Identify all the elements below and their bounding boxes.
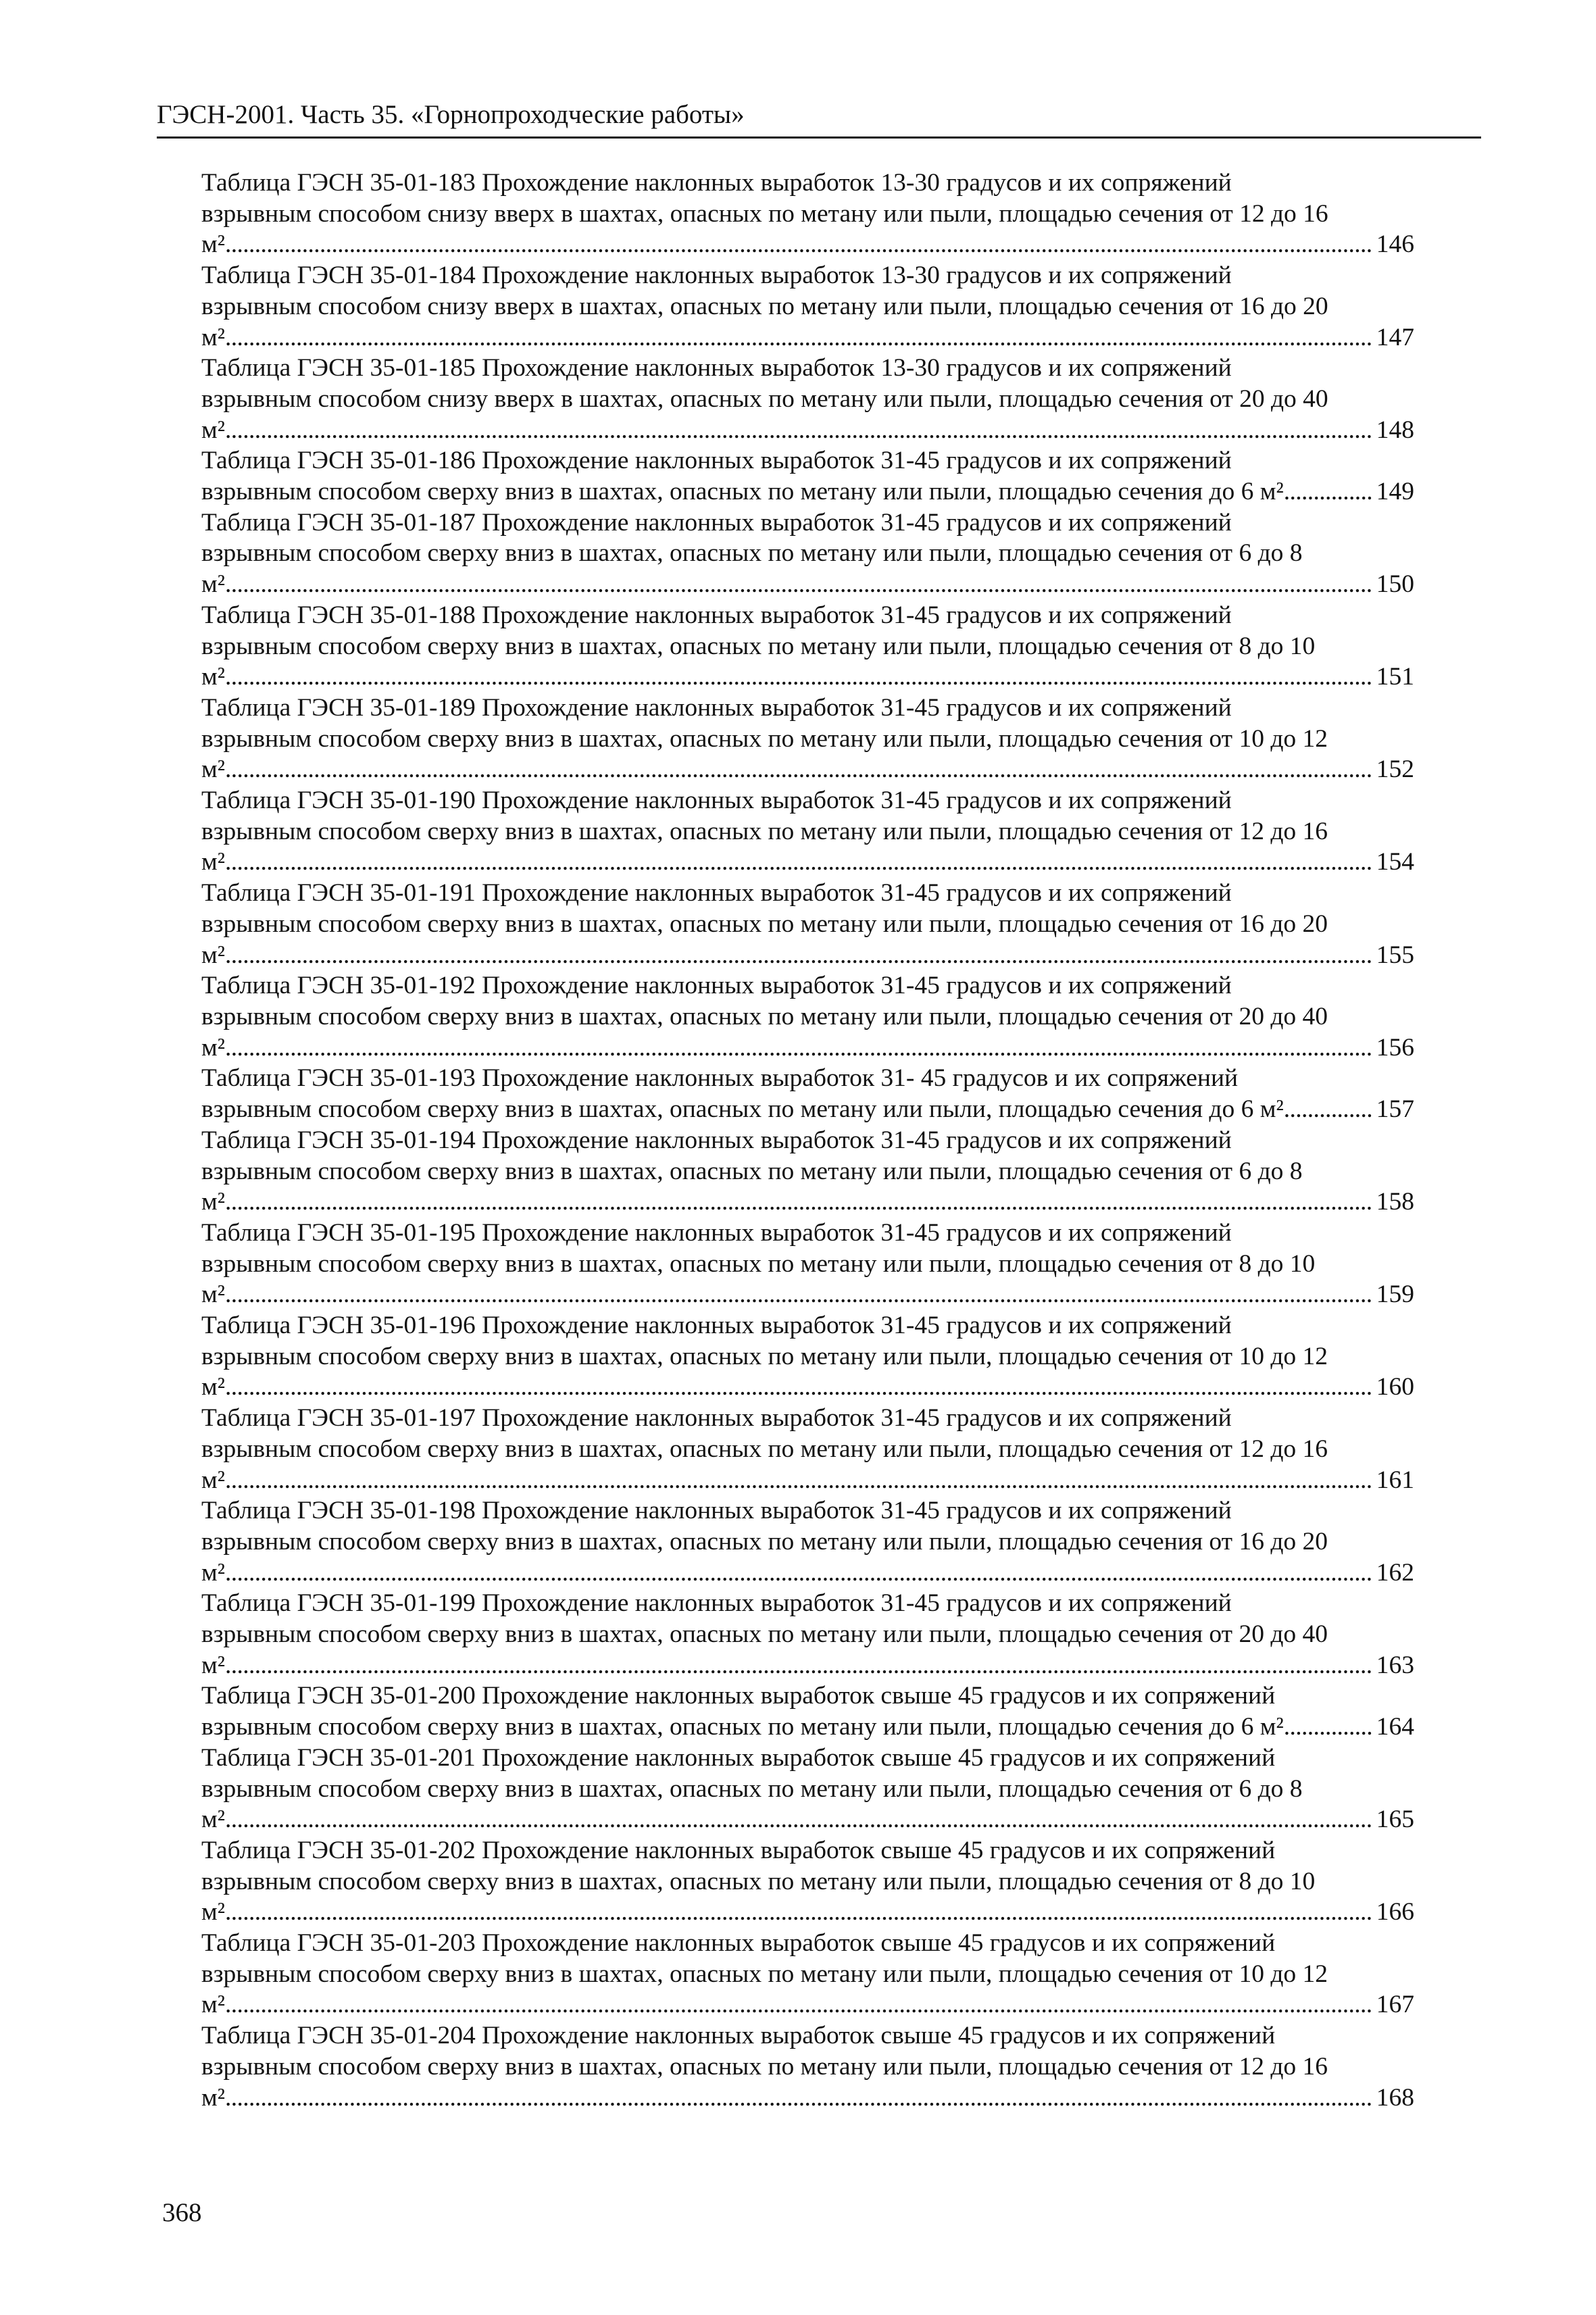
toc-page-number: 150: [1376, 570, 1414, 599]
toc-entry-last-line: [201, 1279, 1414, 1310]
dot-leader: [225, 1804, 1374, 1835]
dot-leader: [225, 1032, 1374, 1064]
toc-entry-text: м²: [201, 941, 225, 969]
toc-page-number: 163: [1376, 1651, 1414, 1679]
toc-page-number: 152: [1376, 755, 1414, 784]
toc-entry-text: взрывным способом сверху вниз в шахтах, опасных по метану или пыли, площадью сечения от 10 до 12: [201, 1342, 1328, 1370]
toc-entry[interactable]: [201, 1681, 1414, 1742]
dot-leader: [1284, 476, 1374, 507]
toc-entry-text: взрывным способом сверху вниз в шахтах, опасных по метану или пыли, площадью сечения от 10 до 12: [201, 724, 1328, 753]
toc-entry-last-line: [201, 569, 1414, 600]
toc-entry-text: м²: [201, 1033, 225, 1062]
toc-page-number: 168: [1376, 2083, 1414, 2112]
toc-page-number: 156: [1376, 1033, 1414, 1062]
toc-entry-text: Таблица ГЭСН 35-01-192 Прохождение наклонных выработок 31-45 градусов и их сопряжений: [201, 972, 1232, 1000]
dot-leader: [225, 754, 1374, 785]
toc-entry-text: м²: [201, 1373, 225, 1401]
toc-entry-text: м²: [201, 416, 225, 444]
toc-page-number: 167: [1376, 1991, 1414, 2019]
toc-page-number: 164: [1376, 1713, 1414, 1741]
toc-entry-text: Таблица ГЭСН 35-01-190 Прохождение наклонных выработок 31-45 градусов и их сопряжений: [201, 787, 1232, 815]
toc-entry-last-line: [201, 1187, 1414, 1218]
toc-page-number: 158: [1376, 1188, 1414, 1216]
toc-page-number: 146: [1376, 230, 1414, 259]
toc-entry-text: взрывным способом сверху вниз в шахтах, опасных по метану или пыли, площадью сечения от 8 до 10: [201, 1867, 1316, 1895]
toc-entry-text: м²: [201, 1806, 225, 1834]
toc-entry[interactable]: [201, 353, 1414, 445]
toc-entry-last-line: [201, 1094, 1414, 1125]
toc-entry-text: м²: [201, 1991, 225, 2019]
toc-entry-text: взрывным способом сверху вниз в шахтах, опасных по метану или пыли, площадью сечения от 8 до 10: [201, 632, 1316, 660]
toc-entry[interactable]: [201, 2020, 1414, 2113]
toc-entry[interactable]: [201, 1403, 1414, 1495]
toc-entry-last-line: [201, 1558, 1414, 1589]
toc-entry[interactable]: [201, 785, 1414, 878]
toc-entry-text: Таблица ГЭСН 35-01-201 Прохождение наклонных выработок свыше 45 градусов и их сопряжений: [201, 1743, 1276, 1772]
dot-leader: [1284, 1094, 1374, 1125]
toc-entry-text: взрывным способом сверху вниз в шахтах, опасных по метану или пыли, площадью сечения от 20 до 40: [201, 1620, 1328, 1649]
toc-entry-text: м²: [201, 2083, 225, 2112]
toc-entry[interactable]: [201, 1928, 1414, 2020]
toc-page-number: 151: [1376, 663, 1414, 691]
dot-leader: [225, 1650, 1374, 1681]
toc-page-number: 157: [1376, 1095, 1414, 1124]
toc-entry-last-line: [201, 1032, 1414, 1064]
toc-entry-text: взрывным способом сверху вниз в шахтах, опасных по метану или пыли, площадью сечения от 6 до 8: [201, 539, 1303, 568]
toc-entry-text: Таблица ГЭСН 35-01-196 Прохождение наклонных выработок 31-45 градусов и их сопряжений: [201, 1312, 1232, 1340]
toc-entry-text: Таблица ГЭСН 35-01-187 Прохождение наклонных выработок 31-45 градусов и их сопряжений: [201, 508, 1232, 537]
toc-entry[interactable]: [201, 445, 1414, 507]
toc-entry-text: Таблица ГЭСН 35-01-202 Прохождение наклонных выработок свыше 45 градусов и их сопряжений: [201, 1836, 1276, 1864]
toc-entry-text: Таблица ГЭСН 35-01-183 Прохождение наклонных выработок 13-30 градусов и их сопряжений: [201, 169, 1232, 197]
toc-entry[interactable]: [201, 260, 1414, 353]
toc-entry-text: взрывным способом сверху вниз в шахтах, опасных по метану или пыли, площадью сечения от 6 до 8: [201, 1774, 1303, 1803]
toc-entry-text: Таблица ГЭСН 35-01-186 Прохождение наклонных выработок 31-45 градусов и их сопряжений: [201, 447, 1232, 475]
toc-entry[interactable]: [201, 1310, 1414, 1403]
toc-entry[interactable]: [201, 1588, 1414, 1681]
toc-entry-text: взрывным способом сверху вниз в шахтах, опасных по метану или пыли, площадью сечения от 12 до 16: [201, 1435, 1328, 1463]
toc-entry[interactable]: [201, 507, 1414, 600]
toc-entry-last-line: [201, 1804, 1414, 1835]
toc-entry-text: взрывным способом сверху вниз в шахтах, опасных по метану или пыли, площадью сечения от 8 до 10: [201, 1249, 1316, 1278]
toc-entry-last-line: [201, 1989, 1414, 2020]
toc-entry[interactable]: [201, 168, 1414, 260]
toc-entry-text: Таблица ГЭСН 35-01-184 Прохождение наклонных выработок 13-30 градусов и их сопряжений: [201, 262, 1232, 290]
toc-entry-text: взрывным способом сверху вниз в шахтах, опасных по метану или пыли, площадью сечения от 12 до 16: [201, 2052, 1328, 2081]
toc-entry-text: взрывным способом сверху вниз в шахтах, опасных по метану или пыли, площадью сечения от 10 до 12: [201, 1960, 1328, 1988]
toc-entry[interactable]: [201, 970, 1414, 1063]
toc-entry-last-line: [201, 940, 1414, 971]
toc-entry[interactable]: [201, 878, 1414, 970]
toc-entry-text: м²: [201, 570, 225, 599]
toc-entry-last-line: [201, 754, 1414, 785]
toc-page-number: 148: [1376, 416, 1414, 444]
toc-page-number: 162: [1376, 1558, 1414, 1587]
toc-page-number: 161: [1376, 1466, 1414, 1494]
toc-entry[interactable]: [201, 1218, 1414, 1310]
toc-entry-last-line: [201, 1465, 1414, 1496]
toc-page-number: 165: [1376, 1806, 1414, 1834]
toc-entry-text: м²: [201, 755, 225, 784]
dot-leader: [225, 1372, 1374, 1403]
dot-leader: [225, 1897, 1374, 1928]
toc-entry-text: взрывным способом снизу вверх в шахтах, опасных по метану или пыли, площадью сечения от 12 до 16: [201, 199, 1328, 228]
toc-entry-text: взрывным способом сверху вниз в шахтах, опасных по метану или пыли, площадью сечения от 20 до 40: [201, 1002, 1328, 1030]
toc-entry-text: Таблица ГЭСН 35-01-185 Прохождение наклонных выработок 13-30 градусов и их сопряжений: [201, 354, 1232, 382]
toc-entry-text: м²: [201, 663, 225, 691]
toc-entry[interactable]: [201, 1063, 1414, 1124]
toc-entry[interactable]: [201, 1125, 1414, 1218]
dot-leader: [225, 1989, 1374, 2020]
page-number: 368: [162, 2198, 202, 2227]
toc-entry-text: Таблица ГЭСН 35-01-194 Прохождение наклонных выработок 31-45 градусов и их сопряжений: [201, 1126, 1232, 1154]
toc-entry-text: Таблица ГЭСН 35-01-198 Прохождение наклонных выработок 31-45 градусов и их сопряжений: [201, 1497, 1232, 1525]
toc-page-number: 147: [1376, 323, 1414, 351]
toc-entry-text: м²: [201, 1558, 225, 1587]
toc-entry[interactable]: [201, 693, 1414, 785]
dot-leader: [225, 1558, 1374, 1589]
dot-leader: [225, 229, 1374, 260]
toc-entry-text: Таблица ГЭСН 35-01-188 Прохождение наклонных выработок 31-45 градусов и их сопряжений: [201, 601, 1232, 629]
toc-page-number: 155: [1376, 941, 1414, 969]
toc-entry-text: м²: [201, 1466, 225, 1494]
toc-entry-last-line: [201, 1712, 1414, 1743]
toc-entry[interactable]: [201, 1743, 1414, 1835]
toc-entry-last-line: [201, 2083, 1414, 2114]
toc-entry-text: Таблица ГЭСН 35-01-189 Прохождение наклонных выработок 31-45 градусов и их сопряжений: [201, 693, 1232, 722]
toc-entry-text: м²: [201, 323, 225, 351]
dot-leader: [225, 1279, 1374, 1310]
toc-page-number: 149: [1376, 478, 1414, 506]
toc-entry-text: Таблица ГЭСН 35-01-193 Прохождение наклонных выработок 31- 45 градусов и их сопряжений: [201, 1064, 1239, 1093]
toc-entry-text: взрывным способом сверху вниз в шахтах, опасных по метану или пыли, площадью сечения от 16 до 20: [201, 910, 1328, 938]
dot-leader: [225, 2083, 1374, 2114]
toc-entry-text: Таблица ГЭСН 35-01-199 Прохождение наклонных выработок 31-45 градусов и их сопряжений: [201, 1589, 1232, 1618]
dot-leader: [225, 322, 1374, 353]
dot-leader: [1284, 1712, 1374, 1743]
toc-entry-text: Таблица ГЭСН 35-01-200 Прохождение наклонных выработок свыше 45 градусов и их сопряжений: [201, 1682, 1276, 1710]
toc-entry-last-line: [201, 476, 1414, 507]
toc-entry[interactable]: [201, 600, 1414, 693]
dot-leader: [225, 662, 1374, 693]
toc-entry-last-line: [201, 1372, 1414, 1403]
toc-entry-last-line: [201, 1650, 1414, 1681]
toc-entry-last-line: [201, 1897, 1414, 1928]
dot-leader: [225, 415, 1374, 446]
toc-entry-text: взрывным способом снизу вверх в шахтах, опасных по метану или пыли, площадью сечения от 16 до 20: [201, 292, 1328, 320]
toc-entry-text: м²: [201, 1651, 225, 1679]
toc-entry[interactable]: [201, 1835, 1414, 1928]
toc-entry-text: Таблица ГЭСН 35-01-197 Прохождение наклонных выработок 31-45 градусов и их сопряжений: [201, 1404, 1232, 1433]
toc-entry[interactable]: [201, 1495, 1414, 1588]
toc-entry-text: взрывным способом сверху вниз в шахтах, опасных по метану или пыли, площадью сечения от 6 до 8: [201, 1157, 1303, 1185]
toc-entry-last-line: [201, 662, 1414, 693]
toc-entry-text: взрывным способом сверху вниз в шахтах, опасных по метану или пыли, площадью сечения от 12 до 16: [201, 817, 1328, 845]
toc-entry-last-line: [201, 847, 1414, 878]
toc-entry-text: м²: [201, 1898, 225, 1926]
toc-entry-text: Таблица ГЭСН 35-01-203 Прохождение наклонных выработок свыше 45 градусов и их сопряжений: [201, 1929, 1276, 1958]
dot-leader: [225, 847, 1374, 878]
toc-entry-text: м²: [201, 848, 225, 876]
toc-page-number: 166: [1376, 1898, 1414, 1926]
toc-entry-text: взрывным способом сверху вниз в шахтах, опасных по метану или пыли, площадью сечения до 6 м²: [201, 1095, 1284, 1124]
dot-leader: [225, 940, 1374, 971]
toc-entry-text: м²: [201, 1280, 225, 1309]
toc-entry-text: взрывным способом сверху вниз в шахтах, опасных по метану или пыли, площадью сечения до 6 м²: [201, 1713, 1284, 1741]
toc-entry-text: м²: [201, 1188, 225, 1216]
toc-entry-text: Таблица ГЭСН 35-01-195 Прохождение наклонных выработок 31-45 градусов и их сопряжений: [201, 1218, 1232, 1247]
toc-entry-text: взрывным способом сверху вниз в шахтах, опасных по метану или пыли, площадью сечения от 16 до 20: [201, 1527, 1328, 1555]
toc-entry-text: Таблица ГЭСН 35-01-204 Прохождение наклонных выработок свыше 45 градусов и их сопряжений: [201, 2022, 1276, 2050]
toc-entry-last-line: [201, 415, 1414, 446]
running-header: ГЭСН-2001. Часть 35. «Горнопроходческие работы»: [157, 93, 1481, 139]
toc-page-number: 160: [1376, 1373, 1414, 1401]
toc-entry-text: взрывным способом снизу вверх в шахтах, опасных по метану или пыли, площадью сечения от 20 до 40: [201, 384, 1328, 413]
toc-entry-text: взрывным способом сверху вниз в шахтах, опасных по метану или пыли, площадью сечения до 6 м²: [201, 478, 1284, 506]
dot-leader: [225, 1465, 1374, 1496]
toc-page-number: 159: [1376, 1280, 1414, 1309]
dot-leader: [225, 1187, 1374, 1218]
toc-entry-text: Таблица ГЭСН 35-01-191 Прохождение наклонных выработок 31-45 градусов и их сопряжений: [201, 879, 1232, 907]
table-of-contents: [201, 168, 1414, 2113]
toc-entry-last-line: [201, 229, 1414, 260]
dot-leader: [225, 569, 1374, 600]
toc-entry-last-line: [201, 322, 1414, 353]
toc-entry-text: м²: [201, 230, 225, 259]
toc-page-number: 154: [1376, 848, 1414, 876]
